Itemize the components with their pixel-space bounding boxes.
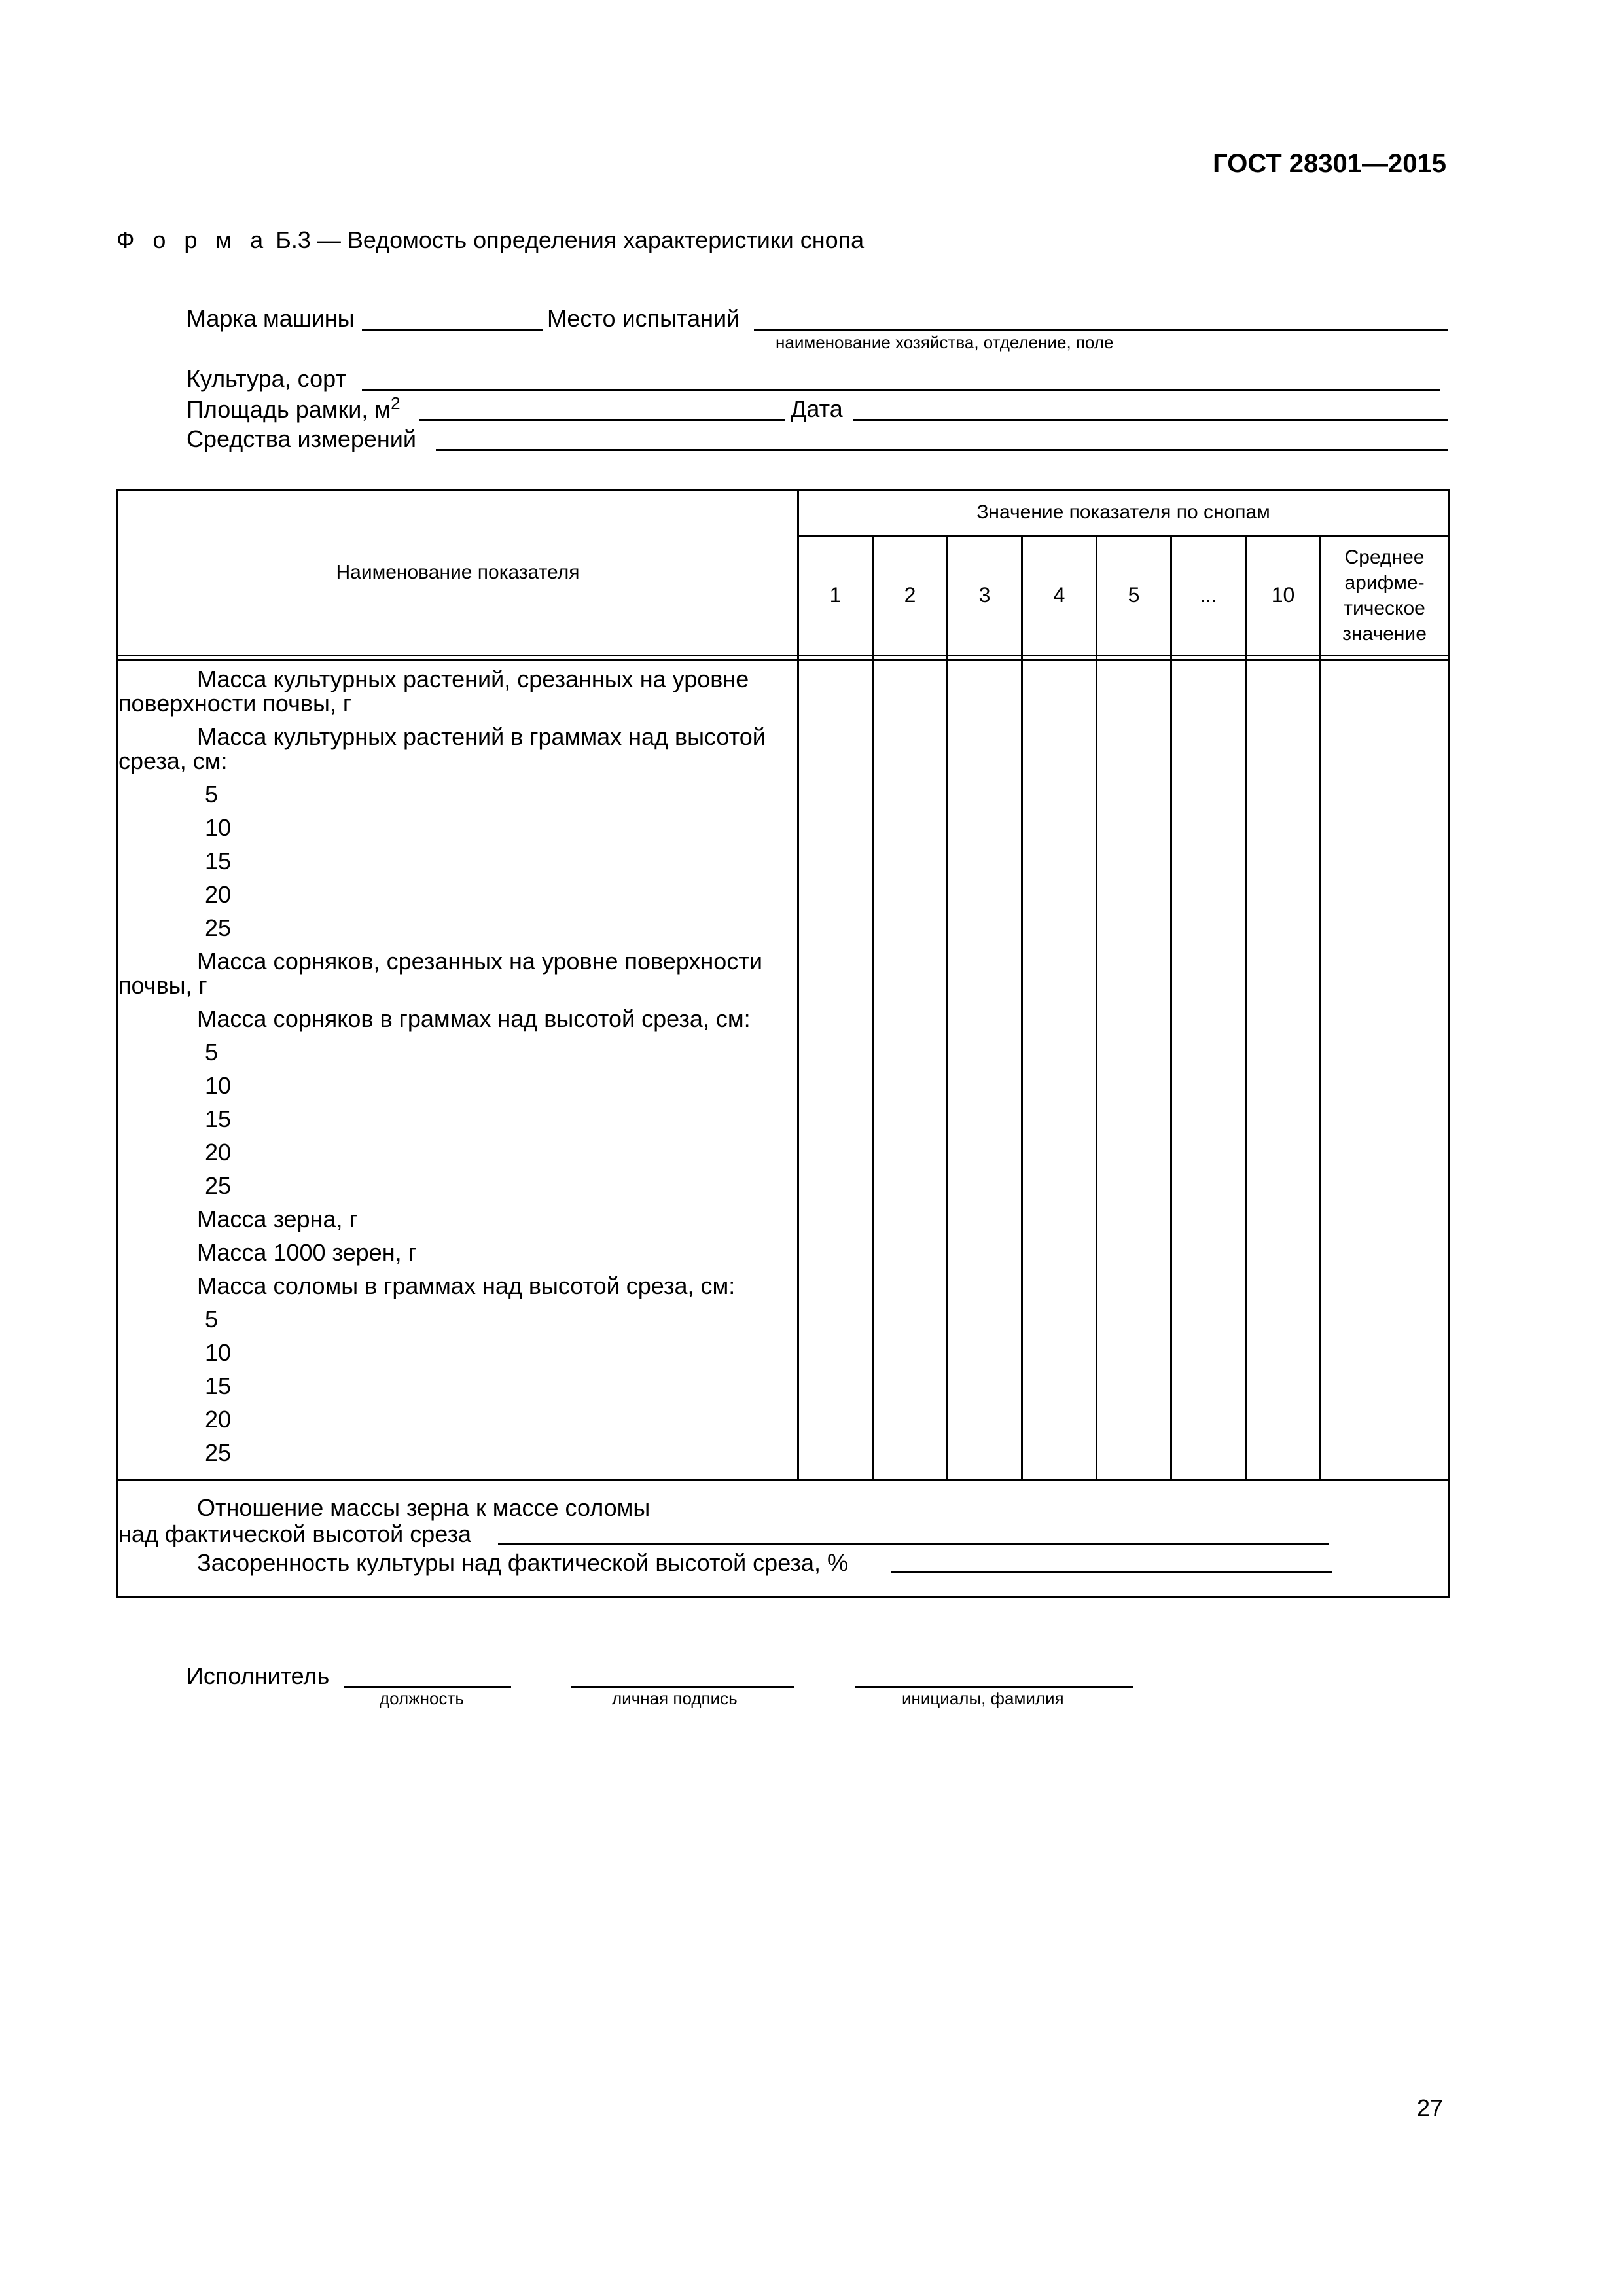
place-field[interactable] bbox=[754, 329, 1448, 331]
name-field[interactable] bbox=[855, 1686, 1133, 1688]
signature-caption: личная подпись bbox=[612, 1689, 738, 1708]
value-cell[interactable] bbox=[1022, 660, 1097, 1480]
cut-height-row: 20 bbox=[205, 881, 232, 908]
standard-number: ГОСТ 28301—2015 bbox=[1213, 149, 1446, 178]
column-number: 2 bbox=[873, 535, 948, 655]
place-caption: наименование хозяйства, отделение, поле bbox=[776, 332, 1114, 352]
area-unit-superscript: 2 bbox=[391, 393, 401, 413]
cut-height-row: 15 bbox=[205, 1105, 232, 1132]
column-number: 4 bbox=[1022, 535, 1097, 655]
column-number: 10 bbox=[1246, 535, 1321, 655]
form-title-text: Б.3 — Ведомость определения характеристики снопа bbox=[276, 226, 865, 253]
value-cell[interactable] bbox=[948, 660, 1022, 1480]
cut-height-row: 5 bbox=[205, 1306, 219, 1333]
cut-height-row: 15 bbox=[205, 1372, 232, 1399]
cut-height-row: 25 bbox=[205, 914, 232, 941]
average-column-header: Среднее арифме- тическое значение bbox=[1321, 535, 1449, 655]
indicator-row: Масса соломы в граммах над высотой среза, см: bbox=[197, 1272, 736, 1299]
column-number: 1 bbox=[798, 535, 873, 655]
sheaf-table-grid bbox=[116, 489, 1450, 1598]
cut-height-row: 15 bbox=[205, 848, 232, 874]
indicator-row-continuation: поверхности почвы, г bbox=[118, 690, 351, 717]
indicator-row-continuation: почвы, г bbox=[118, 972, 207, 999]
form-prefix: Ф о р м а bbox=[116, 226, 270, 253]
indicator-row: Масса культурных растений в граммах над высотой bbox=[197, 723, 766, 750]
name-column-header: Наименование показателя bbox=[118, 490, 798, 656]
value-cell[interactable] bbox=[873, 660, 948, 1480]
weed-field[interactable] bbox=[891, 1571, 1332, 1573]
date-label: Дата bbox=[791, 395, 843, 422]
machine-field[interactable] bbox=[362, 329, 543, 331]
indicator-row: Масса 1000 зерен, г bbox=[197, 1239, 417, 1266]
position-field[interactable] bbox=[344, 1686, 511, 1688]
ratio-label-line1: Отношение массы зерна к массе соломы bbox=[197, 1494, 651, 1521]
ratio-field[interactable] bbox=[498, 1543, 1329, 1545]
cut-height-row: 10 bbox=[205, 1339, 232, 1366]
date-field[interactable] bbox=[853, 419, 1448, 421]
indicator-row: Масса сорняков, срезанных на уровне поверхности bbox=[197, 948, 762, 975]
cut-height-row: 25 bbox=[205, 1172, 232, 1199]
value-cell[interactable] bbox=[1171, 660, 1246, 1480]
value-cell[interactable] bbox=[798, 660, 873, 1480]
cut-height-row: 20 bbox=[205, 1406, 232, 1433]
indicator-row: Масса сорняков в граммах над высотой среза, см: bbox=[197, 1005, 751, 1032]
area-label: Площадь рамки, $м^2$ bbox=[187, 393, 401, 423]
cut-height-row: 10 bbox=[205, 814, 232, 841]
instruments-label: Средства измерений bbox=[187, 425, 417, 452]
indicator-row: Масса культурных растений, срезанных на уровне bbox=[197, 666, 749, 692]
table-footer bbox=[118, 1480, 1449, 1598]
sheaf-table bbox=[116, 489, 1448, 1598]
crop-label: Культура, сорт bbox=[187, 365, 346, 392]
value-cell[interactable] bbox=[1097, 660, 1171, 1480]
page-number: 27 bbox=[1416, 2094, 1443, 2121]
instruments-field[interactable] bbox=[436, 449, 1448, 451]
cut-height-row: 20 bbox=[205, 1139, 232, 1166]
ratio-label-line2: над фактической высотой среза bbox=[118, 1520, 471, 1547]
cut-height-row: 5 bbox=[205, 1039, 219, 1066]
executor-label: Исполнитель bbox=[187, 1662, 330, 1689]
indicator-list-cell bbox=[118, 660, 798, 1480]
place-label: Место испытаний bbox=[547, 305, 740, 332]
weed-label: Засоренность культуры над фактической высотой среза, % bbox=[197, 1549, 848, 1576]
column-number: 3 bbox=[948, 535, 1022, 655]
average-value-cell[interactable] bbox=[1321, 660, 1449, 1480]
column-number: 5 bbox=[1097, 535, 1171, 655]
value-cell[interactable] bbox=[1246, 660, 1321, 1480]
cut-height-row: 10 bbox=[205, 1072, 232, 1099]
indicator-row-continuation: среза, см: bbox=[118, 747, 228, 774]
signature-field[interactable] bbox=[571, 1686, 794, 1688]
position-caption: должность bbox=[380, 1689, 464, 1708]
indicator-row: Масса зерна, г bbox=[197, 1206, 358, 1232]
values-header: Значение показателя по снопам bbox=[798, 490, 1449, 536]
name-caption: инициалы, фамилия bbox=[902, 1689, 1064, 1708]
crop-field[interactable] bbox=[362, 389, 1440, 391]
form-title bbox=[116, 226, 864, 254]
indicator-list bbox=[118, 662, 797, 1469]
column-ellipsis: ... bbox=[1171, 535, 1246, 655]
machine-label: Марка машины bbox=[187, 305, 355, 332]
cut-height-row: 25 bbox=[205, 1439, 232, 1466]
cut-height-row: 5 bbox=[205, 781, 219, 808]
area-field[interactable] bbox=[419, 419, 785, 421]
